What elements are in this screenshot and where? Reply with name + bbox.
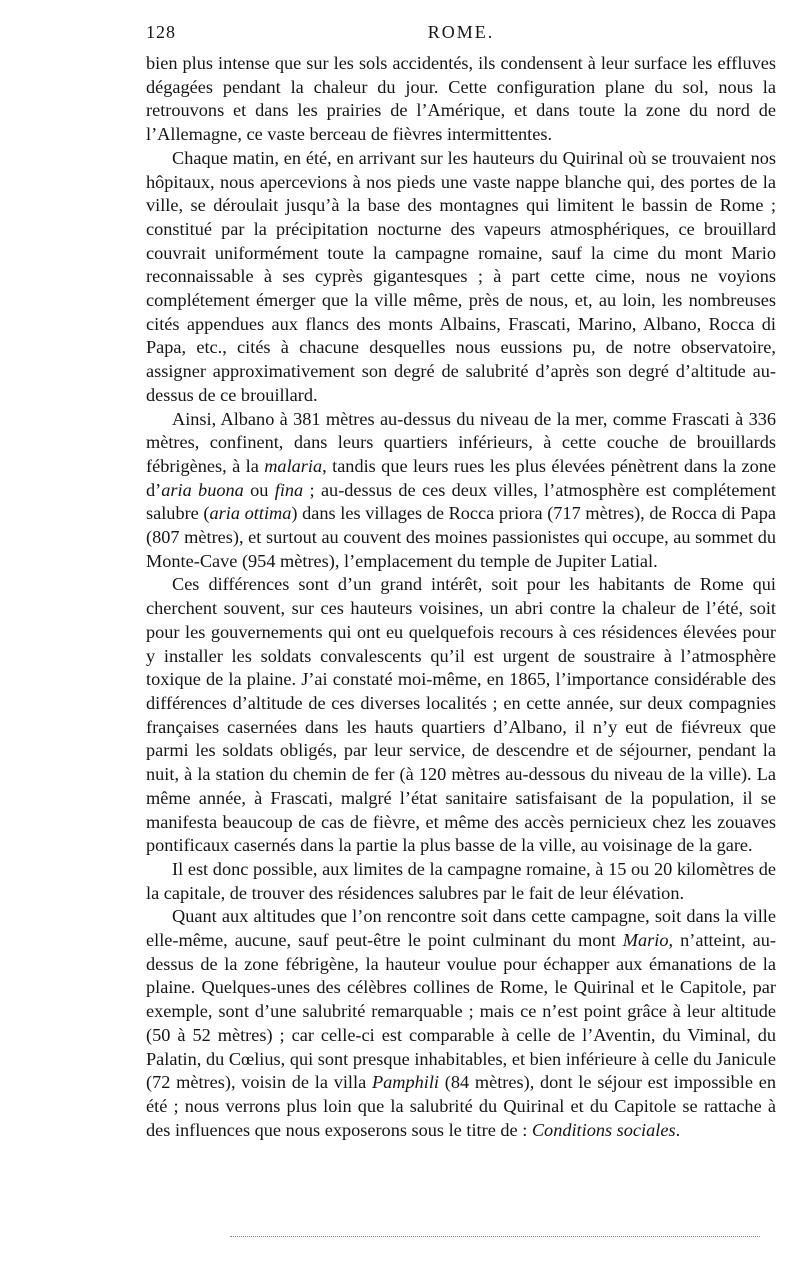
italic-term: aria ottima xyxy=(209,503,292,524)
text-run: ou xyxy=(243,479,275,500)
text-run: Quant aux altitudes que l’on rencontre soit dans cette campagne, soit dans la ville elle-même, aucune, sauf peut-être le point culminant du mont xyxy=(146,906,776,951)
text-run: . xyxy=(675,1119,681,1140)
page-number: 128 xyxy=(146,22,176,42)
paragraph xyxy=(146,573,776,857)
text-run: Ces différences sont d’un grand intérêt, soit pour les habitants de Rome qui cherchent souvent, sur ces hauteurs voisines, un abri contre la chaleur de l’été, soit pour les gouvernements qui ont eu quelquefois recours à ces résidences élevées pour y installer les soldats convalescents qu’il est urgent de soustraire à l’atmosphère toxique de la plaine. J’ai constaté moi-même, en 1865, l’importance considérable des différences d’altitude de ces diverses localités ; en cette année, sur deux compagnies françaises casernées dans les hauts quartiers d’Albano, il n’y eut de fiévreux que parmi les soldats obligés, par leur service, de descendre et de séjourner, pendant la nuit, à la station du chemin de fer (à 120 mètres au-dessous du niveau de la ville). La même année, à Frascati, malgré l’état sanitaire satisfaisant de la population, il se manifesta beaucoup de cas de fièvre, et même des accès pernicieux chez les zouaves pontificaux casernés dans la partie la plus basse de la ville, au voisinage de la gare. xyxy=(146,574,776,856)
italic-term: Conditions sociales xyxy=(531,1119,676,1140)
italic-term: Mario xyxy=(622,930,669,951)
italic-term: aria buona xyxy=(161,479,244,500)
body-text xyxy=(146,52,776,1142)
book-page xyxy=(146,18,776,1142)
text-run: Il est donc possible, aux limites de la campagne romaine, à 15 ou 20 kilomètres de la capitale, de trouver des résidences salubres par le fait de leur élévation. xyxy=(146,858,776,903)
text-run: , tandis que leurs rues les plus élevées pénètrent dans la zone d’ xyxy=(146,455,776,500)
text-run: Chaque matin, en été, en arrivant sur les hauteurs du Quirinal où se trouvaient nos hôpitaux, nous apercevions à nos pieds une vaste nappe blanche qui, des portes de la ville, se déroulait jusqu’à la base des montagnes qui limitent le bassin de Rome ; constitué par la précipitation nocturne des vapeurs atmosphériques, ce brouillard couvrait uniformément toute la campagne romaine, sauf la cime du mont Mario reconnaissable à ses cyprès gigantesques ; à part cette cime, nous ne voyions complétement émerger que la ville même, près de nous, et, au loin, les nombreuses cités appendues aux flancs des monts Albains, Frascati, Marino, Albano, Rocca di Papa, etc., cités à chacune desquelles nous eussions pu, de notre observatoire, assigner approximativement son degré de salubrité d’après son degré d’altitude au-dessus de ce brouillard. xyxy=(146,147,776,405)
text-run: Ainsi, Albano à 381 mètres au-dessus du niveau de la mer, comme Frascati à 336 mètres, confinent, dans leurs quartiers inférieurs, à cette couche de brouillards fébrigènes, à la xyxy=(146,408,776,476)
running-title: ROME. xyxy=(427,22,495,42)
text-run: bien plus intense que sur les sols accidentés, ils condensent à leur surface les effluves dégagées pendant la chaleur du jour. Cette configuration plane du sol, nous la retrouvons et dans les prairies de l’Amérique, et dans toute la zone du nord de l’Allemagne, ce vaste berceau de fièvres intermittentes. xyxy=(146,53,776,145)
text-run: ) dans les villages de Rocca priora (717 mètres), de Rocca di Papa (807 mètres), et surtout au couvent des moines passionistes qui occupe, au sommet du Monte-Cave (954 mètres), l’emplacement du temple de Jupiter Latial. xyxy=(146,503,776,571)
page-header xyxy=(146,18,776,52)
italic-term: Pamphili xyxy=(371,1072,439,1093)
italic-term: malaria xyxy=(264,455,323,476)
italic-term: fina xyxy=(274,479,304,500)
paragraph xyxy=(146,147,776,408)
paragraph xyxy=(146,408,776,574)
text-run: , n’atteint, au-dessus de la zone fébrigène, la hauteur voulue pour échapper aux émanations de la plaine. Quelques-unes des célèbres collines de Rome, le Quirinal et le Capitole, par exemple, sont d’une salubrité remarquable ; mais ce n’est point grâce à leur altitude (50 à 52 mètres) ; car celle-ci est comparable à celle de l’Aventin, du Viminal, du Palatin, du Cœlius, qui sont presque inhabitables, et bien inférieure à celle du Janicule (72 mètres), voisin de la villa xyxy=(146,930,776,1093)
text-run: (84 mètres), dont le séjour est impossible en été ; nous verrons plus loin que la salubrité du Quirinal et du Capitole se rattache à des influences que nous exposerons sous le titre de : xyxy=(146,1072,776,1140)
text-run: ; au-dessus de ces deux villes, l’atmosphère est complétement salubre ( xyxy=(146,479,777,524)
footer-dotted-rule xyxy=(230,1236,760,1237)
paragraph xyxy=(146,905,776,1142)
paragraph xyxy=(146,858,776,905)
paragraph xyxy=(146,52,776,147)
